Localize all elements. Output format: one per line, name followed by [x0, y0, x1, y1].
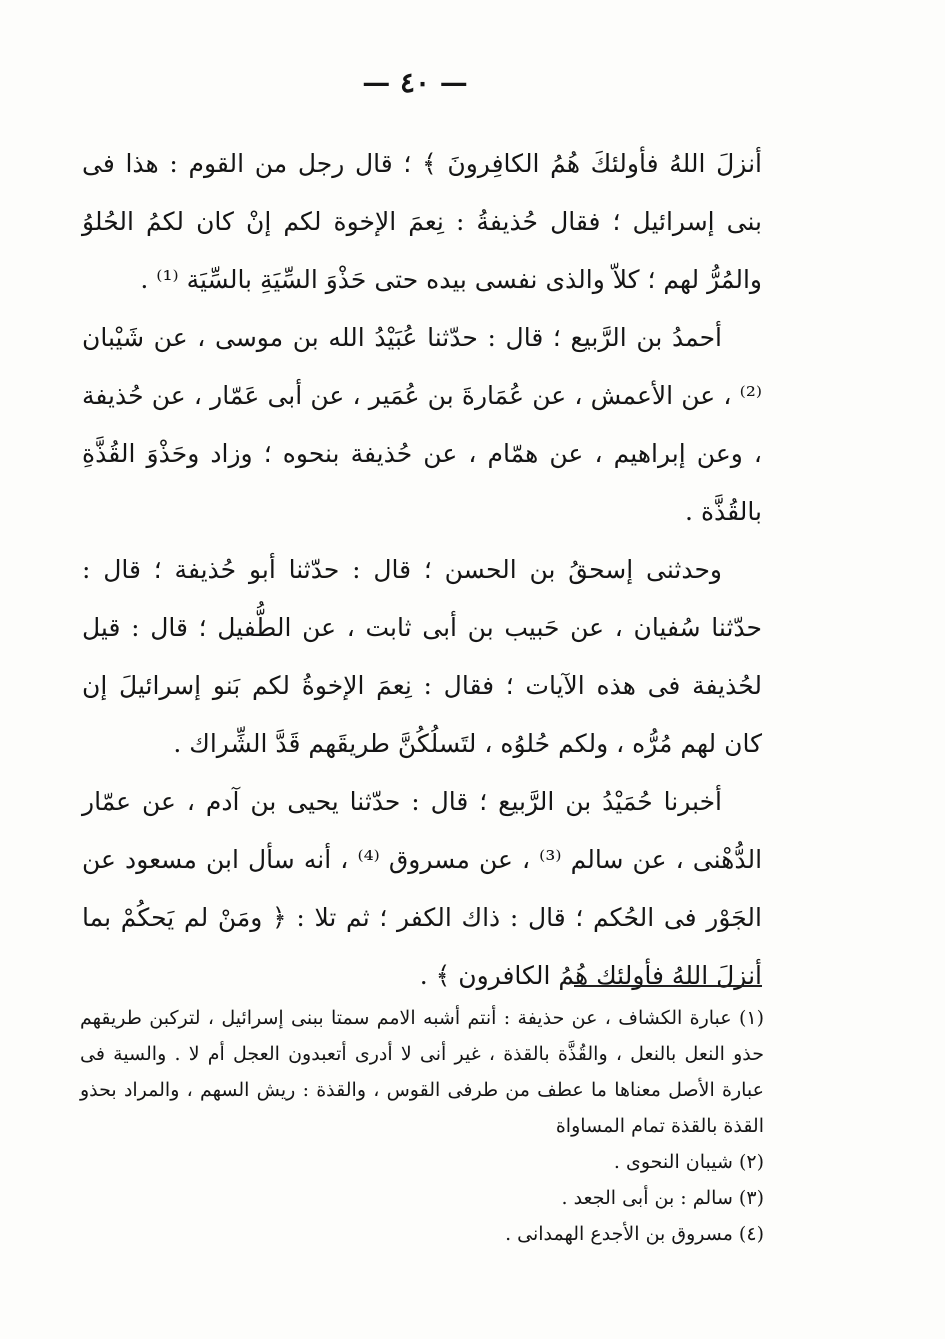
- paragraph: وحدثنى إسحقُ بن الحسن ؛ قال : حدّثنا أبو حُذيفة ؛ قال : حدّثنا سُفيان ، عن حَبيب بن أبى ثابت ، عن الطُّفيل ؛ قال : قيل لحُذيفة فى هذه الآيات ؛ فقال : نِعمَ الإخوةُ لكم بَنو إسرائيلَ إن كان لهم مُرُّه ، ولكم حُلوُه ، لتَسلُكُنَّ طريقَهم قَدَّ الشِّراك .: [82, 555, 762, 758]
- footnote: (٤) مسروق بن الأجدع الهمدانى .: [505, 1223, 764, 1245]
- paragraph: أخبرنا حُمَيْدُ بن الرَّبيع ؛ قال : حدّثنا يحيى بن آدم ، عن عمّار الدُّهْنى ، عن سالم ⁽³⁾ ، عن مسروق ⁽⁴⁾ ، أنه سأل ابن مسعود عن الجَوْر فى الحُكم ؛ قال : ذاك الكفر ؛ ثم تلا : ﴿ ومَنْ لم يَحكُمْ بما أنزلَ اللهُ فأولئك هُمُ الكافرون ﴾ .: [82, 787, 763, 990]
- footnote: (٣) سالم : بن أبى الجعد .: [561, 1187, 764, 1209]
- paragraph: أنزلَ اللهُ فأولئكَ هُمُ الكافِرونَ ﴾ ؛ قال رجل من القوم : هذا فى بنى إسرائيل ؛ فقال حُذيفةُ : نِعمَ الإخوة لكم إنْ كان لكمُ الحُلوُ والمُرُّ لهم ؛ كلاّ والذى نفسى بيده حتى حَذْوَ السِّيَةِ بالسِّيَة ⁽¹⁾ .: [82, 149, 762, 294]
- footnote-divider: [574, 985, 762, 987]
- main-text: [82, 135, 762, 1005]
- paragraph: أحمدُ بن الرَّبيع ؛ قال : حدّثنا عُبَيْدُ الله بن موسى ، عن شَيْبان ⁽²⁾ ، عن الأعمش ، عن عُمَارةَ بن عُمَير ، عن أبى عَمّار ، عن حُذيفة ، وعن إبراهيم ، عن همّام ، عن حُذيفة بنحوه ؛ وزاد وحَذْوَ القُذَّةِ بالقُذَّة .: [82, 323, 762, 526]
- footnotes: [80, 1000, 764, 1252]
- page-number: — ٤٠ —: [362, 66, 468, 99]
- footnote: (١) عبارة الكشاف ، عن حذيفة : أنتم أشبه الامم سمتا ببنى إسرائيل ، لتركبن طريقهم حذو النعل بالنعل ، والقُذَّة بالقذة ، غير أنى لا أدرى أتعبدون العجل أم لا . والسية فى عبارة الأصل معناها ما عطف من طرفى القوس ، والقذة : ريش السهم ، والمراد بحذو القذة بالقذة تمام المساواة: [80, 1007, 764, 1137]
- footnote: (٢) شيبان النحوى .: [613, 1151, 764, 1173]
